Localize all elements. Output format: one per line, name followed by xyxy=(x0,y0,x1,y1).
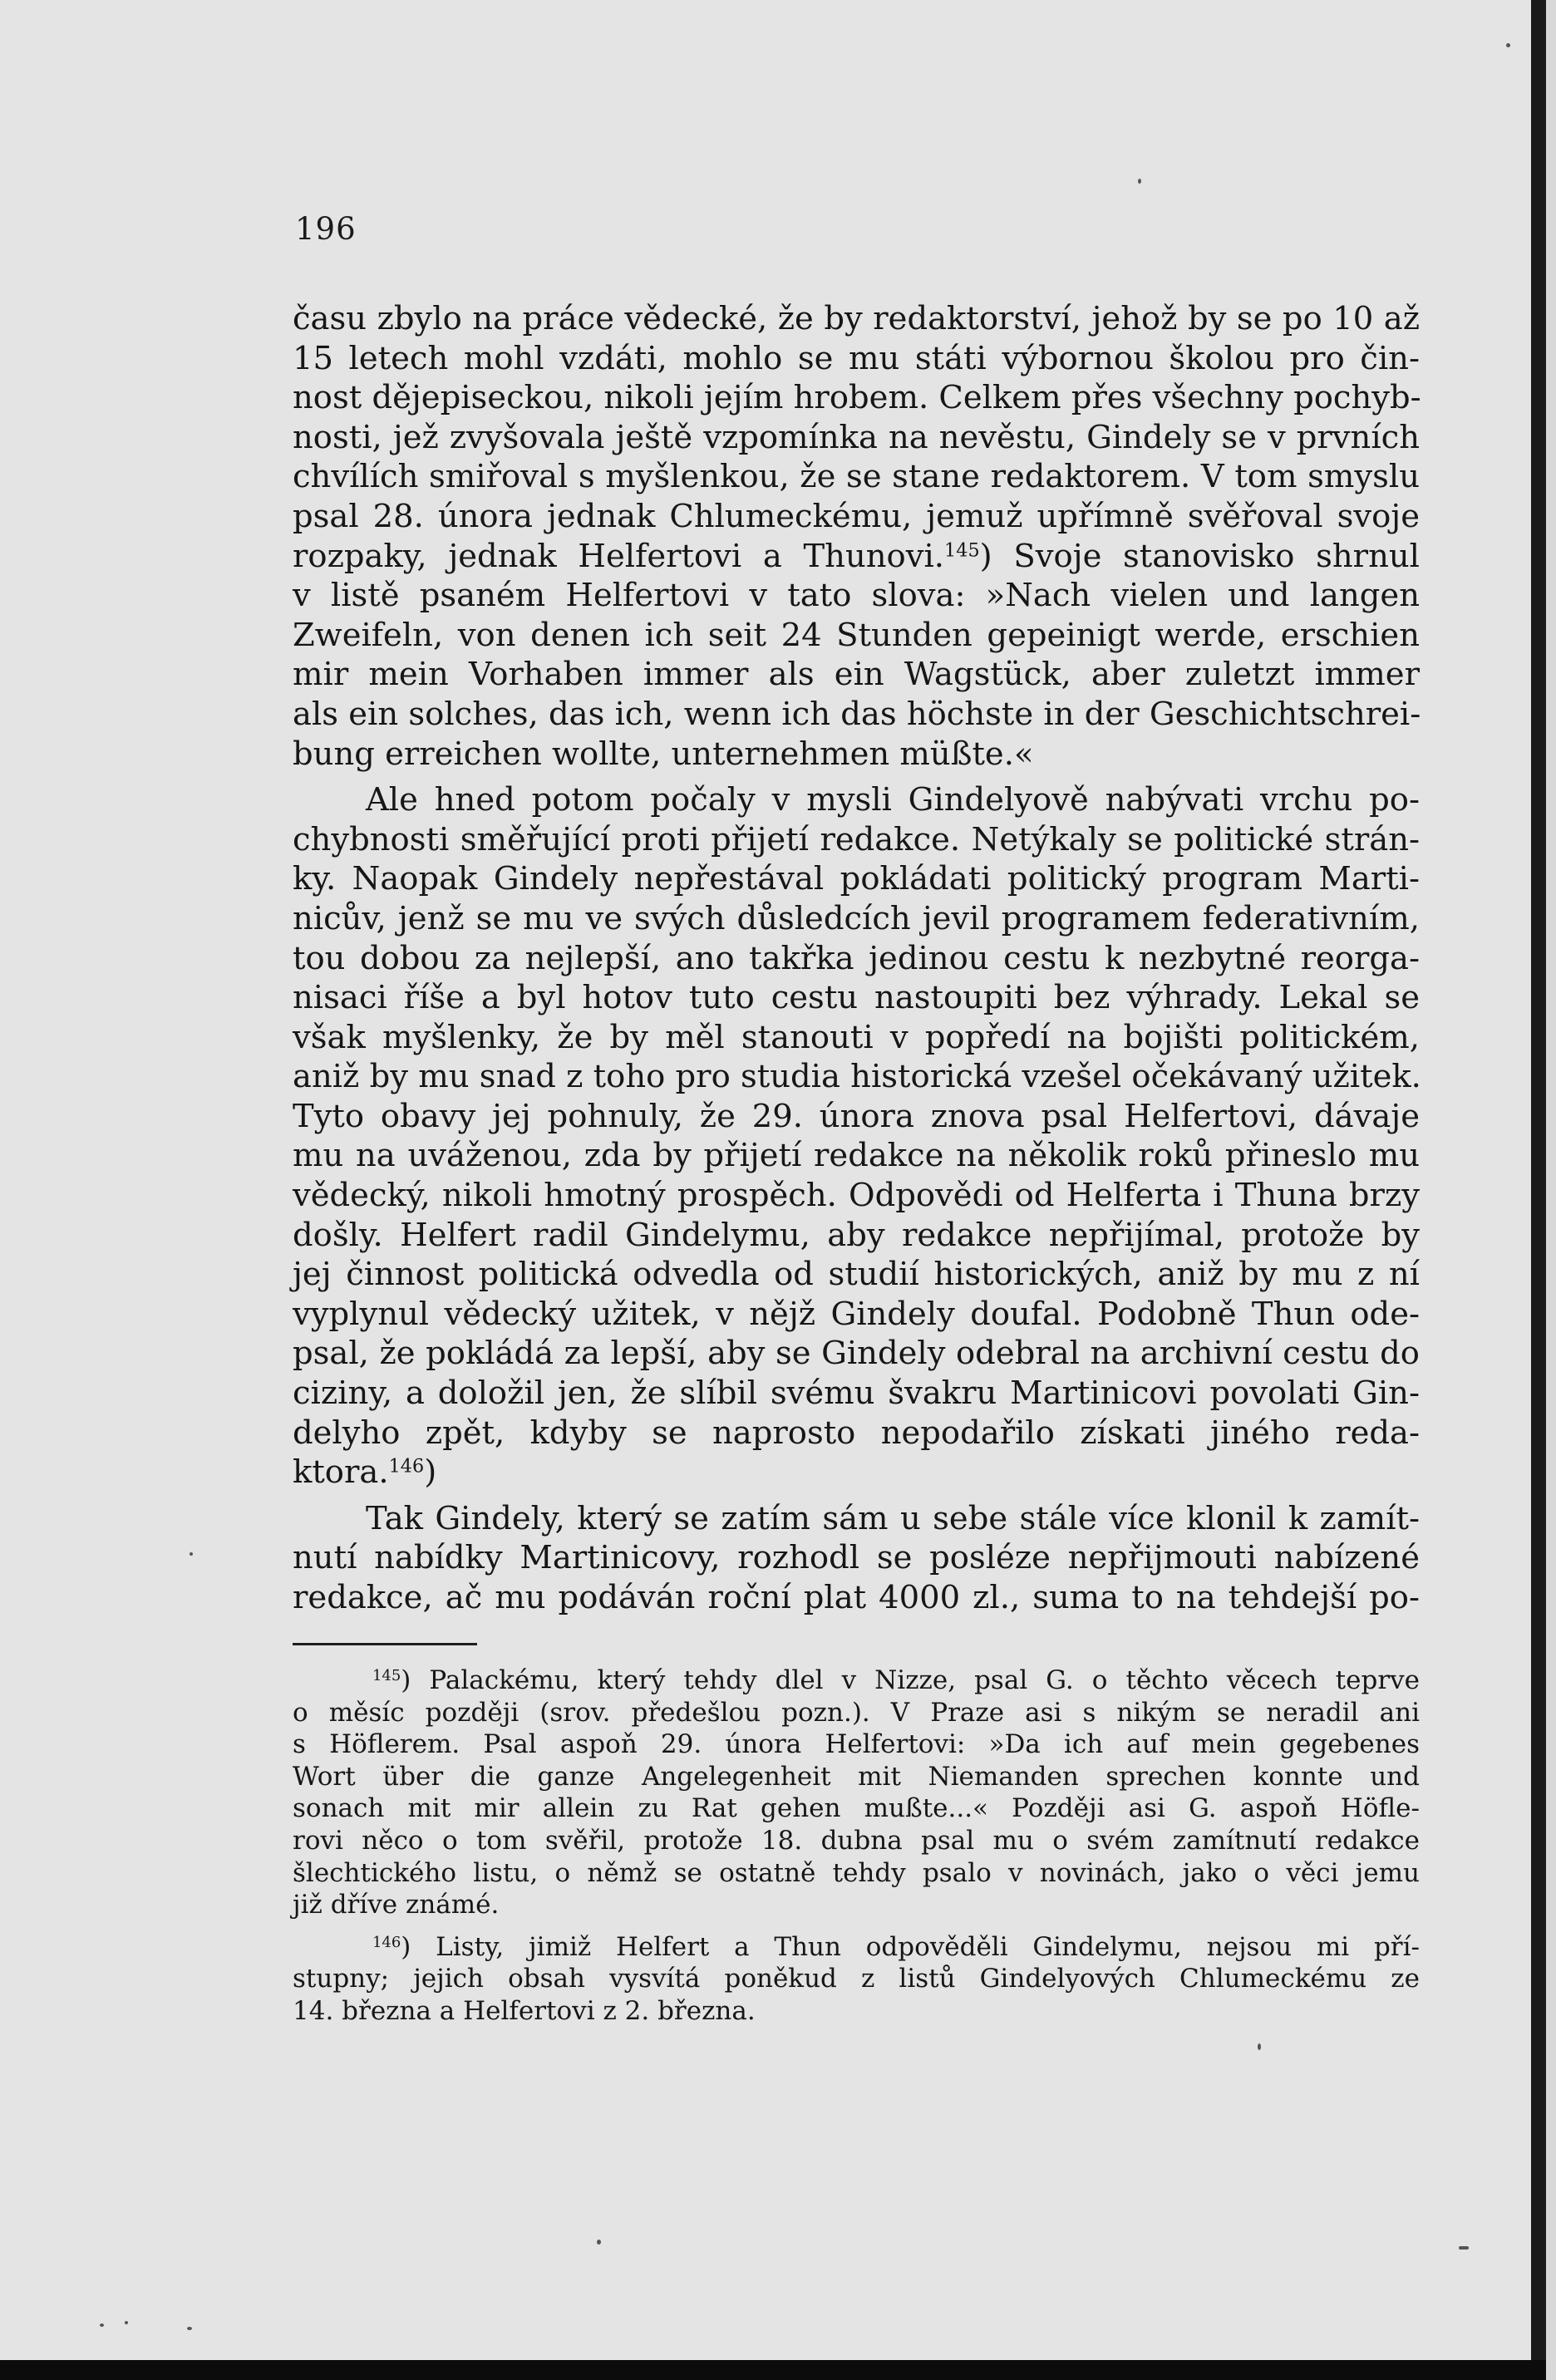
footnote-line: stupny; jejich obsah vysvítá poněkud z listů Gindelyových Chlumeckému ze xyxy=(293,1964,1420,1994)
scan-speck xyxy=(1459,2246,1469,2250)
scan-speck xyxy=(1138,179,1141,184)
text-line: došly. Helfert radil Gindelymu, aby redakce nepřijímal, protože by xyxy=(293,1216,1420,1254)
text-line: Ale hned potom počaly v mysli Gindelyově nabývati vrchu po- xyxy=(366,781,1420,819)
text-line: nicův, jenž se mu ve svých důsledcích jevil programem federativním, xyxy=(293,899,1420,937)
scan-speck xyxy=(1506,43,1510,47)
text-line: psal, že pokládá za lepší, aby se Gindely odebral na archivní cestu do xyxy=(293,1335,1420,1373)
text-line: aniž by mu snad z toho pro studia historická vzešel očekávaný užitek. xyxy=(293,1058,1421,1096)
footnote-line: rovi něco o tom svěřil, protože 18. dubna psal mu o svém zamítnutí redakce xyxy=(293,1825,1420,1856)
footnote-line: 14. března a Helfertovi z 2. března. xyxy=(293,1995,756,2026)
text-line: bung erreichen wollte, unternehmen müßte.« xyxy=(293,735,1034,773)
page-number: 196 xyxy=(295,211,357,247)
text-fragment: ) Svoje stanovisko shrnul xyxy=(979,537,1420,575)
text-line: však myšlenky, že by měl stanouti v popředí na bojišti politickém, xyxy=(293,1018,1420,1056)
text-line: tou dobou za nejlepší, ano takřka jedinou cestu k nezbytné reorga- xyxy=(293,939,1420,977)
text-line: psal 28. února jednak Chlumeckému, jemuž upřímně svěřoval svoje xyxy=(293,497,1420,535)
scan-speck xyxy=(1258,2043,1261,2050)
text-line: delyho zpět, kdyby se naprosto nepodařilo získati jiného reda- xyxy=(293,1414,1420,1452)
footnote-ref-146: 146 xyxy=(388,1455,425,1478)
footnote-line: Wort über die ganze Angelegenheit mit Niemanden sprechen konnte und xyxy=(293,1761,1420,1792)
scan-speck xyxy=(100,2323,104,2327)
text-line: jej činnost politická odvedla od studií historických, aniž by mu z ní xyxy=(293,1256,1420,1294)
scan-bottom-edge xyxy=(0,2360,1546,2380)
footnote-marker-146: 146 xyxy=(372,1933,401,1951)
footnotes xyxy=(293,1665,1420,2028)
footnote-line: již dříve známé. xyxy=(293,1890,500,1920)
main-text xyxy=(293,299,1420,1618)
footnote-ref-145: 145 xyxy=(944,539,980,562)
text-line-with-footnote-ref xyxy=(293,1453,1420,1492)
text-line: v listě psaném Helfertovi v tato slova: »Nach vielen und langen xyxy=(293,577,1420,615)
scan-speck xyxy=(190,1552,193,1556)
footnote-line: šlechtického listu, o němž se ostatně tehdy psalo v novinách, jako o věci jemu xyxy=(293,1857,1420,1888)
text-line: času zbylo na práce vědecké, že by redaktorství, jehož by se po 10 až xyxy=(293,300,1420,337)
footnote-line xyxy=(293,1931,1420,1964)
footnote-line: s Höflerem. Psal aspoň 29. února Helfertovi: »Da ich auf mein gegebenes xyxy=(293,1729,1420,1760)
footnote-line: o měsíc později (srov. předešlou pozn.). V Praze asi s nikým se neradil ani xyxy=(293,1697,1420,1728)
footnote-line xyxy=(293,1665,1420,1697)
text-line: nosti, jež zvyšovala ještě vzpomínka na nevěstu, Gindely se v prvních xyxy=(293,418,1420,456)
text-line: vyplynul vědecký užitek, v nějž Gindely doufal. Podobně Thun ode- xyxy=(293,1295,1420,1333)
text-fragment: ) Palackému, který tehdy dlel v Nizze, psal G. o těchto věcech teprve xyxy=(401,1665,1420,1695)
text-line: als ein solches, das ich, wenn ich das höchste in der Geschichtschrei- xyxy=(293,695,1421,733)
footnote-line: sonach mit mir allein zu Rat gehen mußte...« Později asi G. aspoň Höfle- xyxy=(293,1793,1420,1824)
scan-speck xyxy=(125,2321,128,2324)
text-fragment: rozpaky, jednak Helfertovi a Thunovi. xyxy=(293,537,945,575)
text-line: mu na uváženou, zda by přijetí redakce na několik roků přineslo mu xyxy=(293,1137,1420,1175)
text-line: Zweifeln, von denen ich seit 24 Stunden gepeinigt werde, erschien xyxy=(293,616,1420,654)
text-line-with-footnote-ref xyxy=(293,537,1420,577)
text-fragment: ktora. xyxy=(293,1453,389,1492)
footnote-marker-145: 145 xyxy=(372,1667,401,1685)
text-line: vědecký, nikoli hmotný prospěch. Odpovědi od Helferta i Thuna brzy xyxy=(293,1177,1420,1215)
text-line: Tak Gindely, který se zatím sám u sebe stále více klonil k zamít- xyxy=(366,1499,1420,1537)
text-line: mir mein Vorhaben immer als ein Wagstück, aber zuletzt immer xyxy=(293,656,1420,694)
footnote-separator xyxy=(293,1643,477,1645)
text-line: ciziny, a doložil jen, že slíbil svému švakru Martinicovi povolati Gin- xyxy=(293,1374,1420,1413)
text-line: chybnosti směřující proti přijetí redakce. Netýkaly se politické strán- xyxy=(293,820,1420,858)
scan-speck xyxy=(187,2327,192,2330)
text-line: 15 letech mohl vzdáti, mohlo se mu státi výbornou školou pro čin- xyxy=(293,339,1420,377)
scan-speck xyxy=(597,2240,601,2245)
scan-right-edge xyxy=(1531,0,1546,2360)
text-line: Tyto obavy jej pohnuly, že 29. února znova psal Helfertovi, dávaje xyxy=(293,1097,1420,1135)
text-fragment: ) Listy, jimiž Helfert a Thun odpověděli Gindelymu, nejsou mi pří- xyxy=(401,1931,1420,1962)
text-fragment: ) xyxy=(424,1453,437,1492)
text-line: chvílích smiřoval s myšlenkou, že se stane redaktorem. V tom smyslu xyxy=(293,458,1420,496)
text-line: nutí nabídky Martinicovy, rozhodl se posléze nepřijmouti nabízené xyxy=(293,1539,1420,1577)
scan-right-strip xyxy=(1546,0,1556,2380)
text-line: redakce, ač mu podáván roční plat 4000 zl., suma to na tehdejší po- xyxy=(293,1579,1420,1616)
text-line: ky. Naopak Gindely nepřestával pokládati politický program Marti- xyxy=(293,860,1420,898)
text-line: nost dějepiseckou, nikoli jejím hrobem. Celkem přes všechny pochyb- xyxy=(293,379,1421,417)
text-line: nisaci říše a byl hotov tuto cestu nastoupiti bez výhrady. Lekal se xyxy=(293,979,1420,1017)
